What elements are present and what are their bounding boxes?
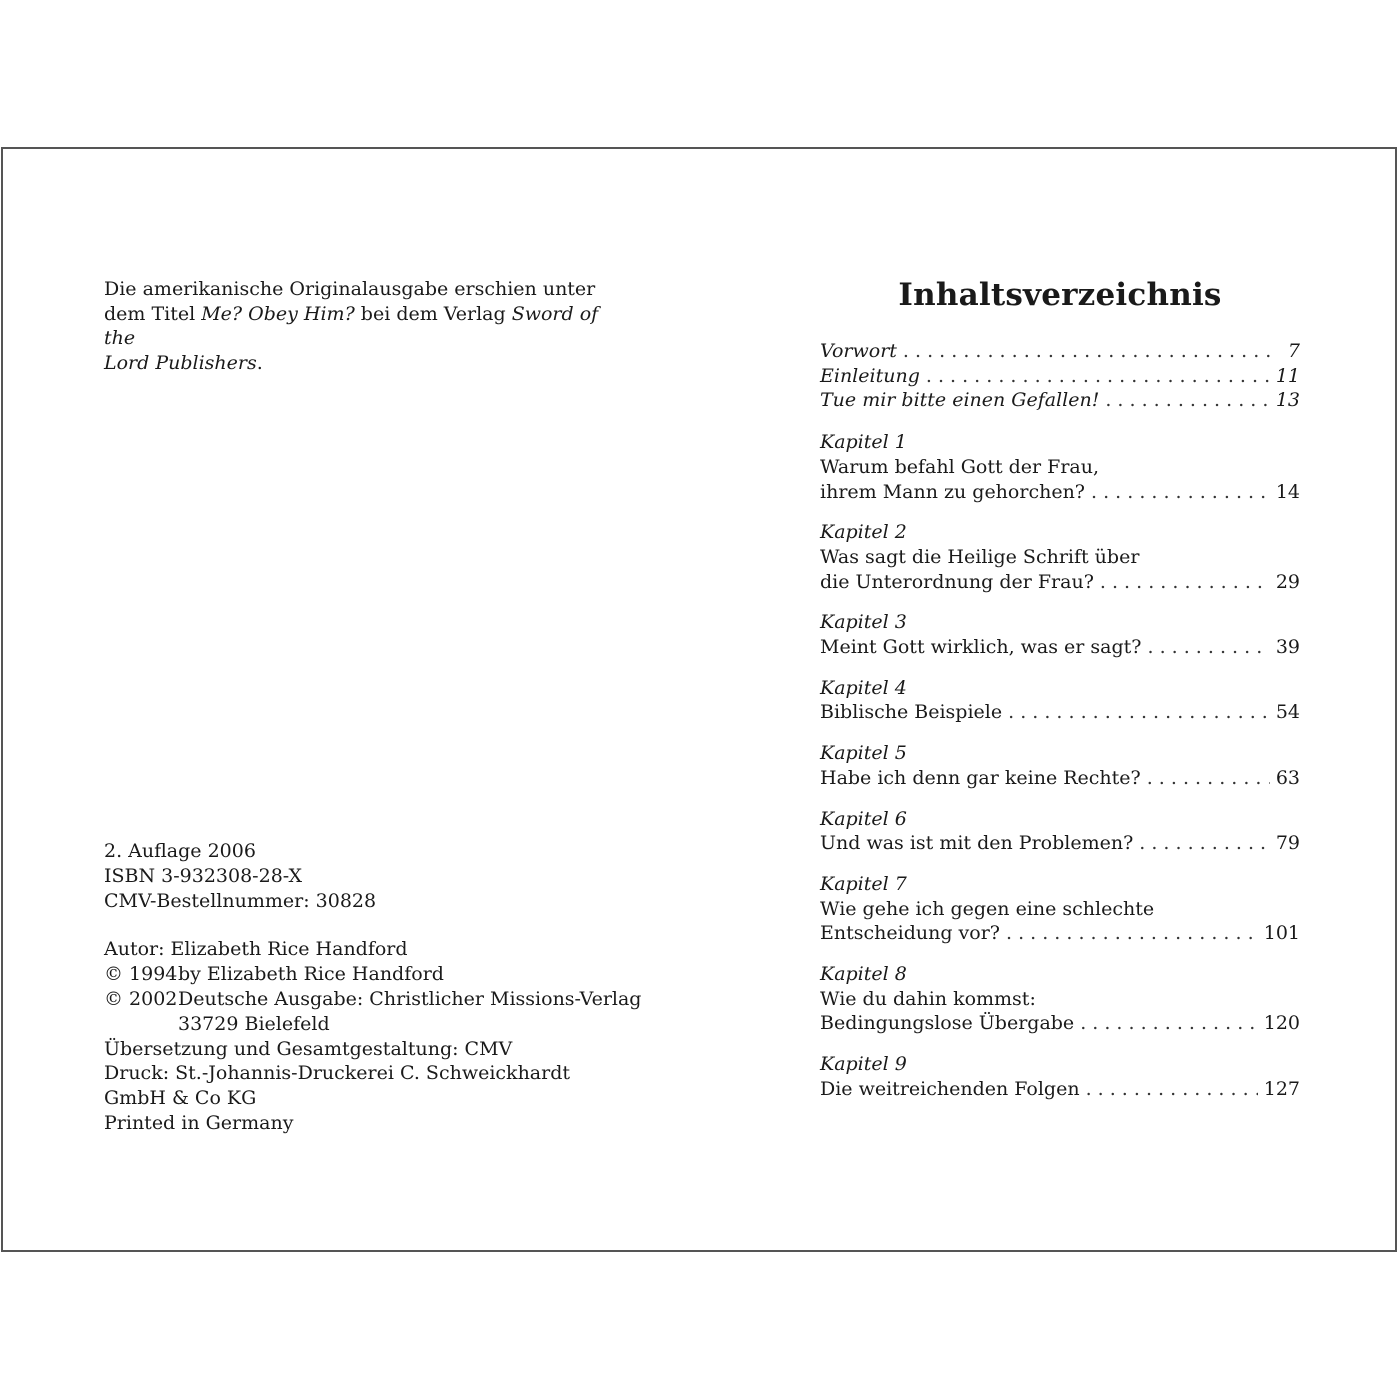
toc-front-page: 11 — [1275, 364, 1300, 387]
chapter-title-line2: Und was ist mit den Problemen? — [820, 832, 1134, 855]
toc-front-matter — [820, 339, 1300, 413]
intro-paragraph — [104, 277, 624, 375]
toc-front-entry — [820, 388, 1300, 413]
intro-line-2-mid: bei dem Verlag — [354, 302, 512, 325]
chapter-page: 14 — [1275, 480, 1300, 503]
imprint-block — [104, 839, 664, 1136]
chapter-title-row — [820, 570, 1300, 595]
toc-chapter-5 — [820, 741, 1300, 790]
chapter-page: 29 — [1275, 570, 1300, 593]
copyright-1994-year: © 1994 — [104, 963, 178, 986]
toc-leader-dots — [926, 364, 1270, 389]
toc-chapter-3 — [820, 610, 1300, 659]
toc-front-entry — [820, 364, 1300, 389]
chapter-label: Kapitel 2 — [820, 521, 907, 544]
edition-line: 2. Auflage 2006 — [104, 840, 256, 862]
toc-leader-dots — [1139, 831, 1270, 856]
toc-front-title: Tue mir bitte einen Gefallen! — [820, 389, 1100, 412]
original-title: Me? Obey Him? — [201, 302, 355, 325]
copyright-1994 — [104, 962, 664, 987]
chapter-label: Kapitel 4 — [820, 676, 907, 699]
publisher-city: 33729 Bielefeld — [178, 1012, 330, 1035]
chapter-label: Kapitel 3 — [820, 611, 907, 634]
chapter-page: 101 — [1263, 922, 1300, 945]
toc-front-title: Vorwort — [820, 340, 897, 362]
toc-leader-dots — [1147, 766, 1270, 791]
chapter-title-row — [820, 921, 1300, 946]
chapter-title-line1: Wie du dahin kommst: — [820, 987, 1036, 1010]
toc-chapter-7 — [820, 872, 1300, 946]
chapter-page: 79 — [1275, 832, 1300, 855]
chapter-title-row — [820, 480, 1300, 505]
copyright-2002-year: © 2002 — [104, 987, 178, 1010]
toc-front-entry — [820, 339, 1300, 364]
order-number-line: CMV-Bestellnummer: 30828 — [104, 889, 377, 912]
copyright-2002 — [104, 987, 664, 1012]
toc-leader-dots — [1105, 388, 1269, 413]
chapter-title-line2: ihrem Mann zu gehorchen? — [820, 480, 1085, 503]
intro-line-1: Die amerikanische Originalausgabe erschien unter — [104, 278, 596, 300]
author-line: Autor: Elizabeth Rice Handford — [104, 938, 408, 961]
chapter-title-line1: Wie gehe ich gegen eine schlechte — [820, 897, 1155, 920]
publisher-name-part1: Sword of the — [104, 302, 599, 349]
chapter-page: 127 — [1263, 1077, 1300, 1100]
toc-chapter-4 — [820, 676, 1300, 725]
translation-line: Übersetzung und Gesamtgestaltung: CMV — [104, 1037, 513, 1060]
chapter-page: 63 — [1275, 766, 1300, 789]
toc-chapter-1 — [820, 430, 1300, 504]
chapter-title-line2: Die weitreichenden Folgen — [820, 1077, 1080, 1100]
chapter-title-row — [820, 1077, 1300, 1102]
print-line-2: GmbH & Co KG — [104, 1087, 257, 1110]
chapter-label: Kapitel 7 — [820, 872, 907, 895]
chapter-title-line2: Bedingungslose Übergabe — [820, 1012, 1075, 1035]
book-spread — [1, 147, 1397, 1252]
toc-front-title: Einleitung — [820, 364, 920, 387]
toc-leader-dots — [1100, 570, 1270, 595]
toc-leader-dots — [1147, 635, 1269, 660]
chapter-page: 39 — [1275, 636, 1300, 659]
intro-line-3-end: . — [256, 351, 263, 374]
chapter-title-line1: Warum befahl Gott der Frau, — [820, 455, 1100, 478]
publisher-name-part2: Lord Publishers — [104, 351, 257, 374]
chapter-label: Kapitel 9 — [820, 1053, 907, 1076]
toc-leader-dots — [1080, 1011, 1258, 1036]
chapter-page: 54 — [1275, 701, 1300, 724]
toc-chapter-2 — [820, 520, 1300, 594]
toc-leader-dots — [903, 339, 1274, 364]
printed-in-line: Printed in Germany — [104, 1111, 294, 1134]
copyright-1994-text: by Elizabeth Rice Handford — [178, 963, 444, 986]
chapter-title-row — [820, 635, 1300, 660]
chapter-label: Kapitel 1 — [820, 431, 907, 454]
chapter-title-line2: Biblische Beispiele — [820, 701, 1003, 724]
left-page-intro — [104, 277, 624, 375]
chapter-label: Kapitel 8 — [820, 963, 907, 986]
toc-leader-dots — [1006, 921, 1258, 946]
chapter-title-row — [820, 700, 1300, 725]
chapter-page: 120 — [1263, 1012, 1300, 1035]
toc-leader-dots — [1091, 480, 1270, 505]
chapter-title-row — [820, 766, 1300, 791]
copyright-2002-text: Deutsche Ausgabe: Christlicher Missions-Verlag — [178, 987, 642, 1010]
chapter-title-row — [820, 1011, 1300, 1036]
toc-leader-dots — [1086, 1077, 1258, 1102]
chapter-title-line2: Entscheidung vor? — [820, 922, 1000, 945]
chapter-label: Kapitel 5 — [820, 742, 907, 765]
imprint-spacer — [104, 913, 664, 937]
chapter-title-line1: Was sagt die Heilige Schrift über — [820, 545, 1140, 568]
toc-front-page: 13 — [1275, 389, 1300, 412]
toc-chapter-9 — [820, 1052, 1300, 1101]
isbn-line: ISBN 3-932308-28-X — [104, 864, 303, 887]
toc-front-page: 7 — [1287, 340, 1300, 362]
chapter-label: Kapitel 6 — [820, 807, 907, 830]
table-of-contents — [820, 277, 1300, 1118]
chapter-title-line2: die Unterordnung der Frau? — [820, 570, 1094, 593]
toc-title: Inhaltsverzeichnis — [898, 277, 1222, 313]
toc-chapter-6 — [820, 807, 1300, 856]
intro-line-2-pre: dem Titel — [104, 302, 202, 325]
chapter-title-line2: Habe ich denn gar keine Rechte? — [820, 766, 1141, 789]
toc-leader-dots — [1008, 700, 1270, 725]
chapter-title-row — [820, 831, 1300, 856]
print-line-1: Druck: St.-Johannis-Druckerei C. Schweickhardt — [104, 1062, 571, 1085]
chapter-title-line2: Meint Gott wirklich, was er sagt? — [820, 636, 1142, 659]
toc-chapter-8 — [820, 962, 1300, 1036]
